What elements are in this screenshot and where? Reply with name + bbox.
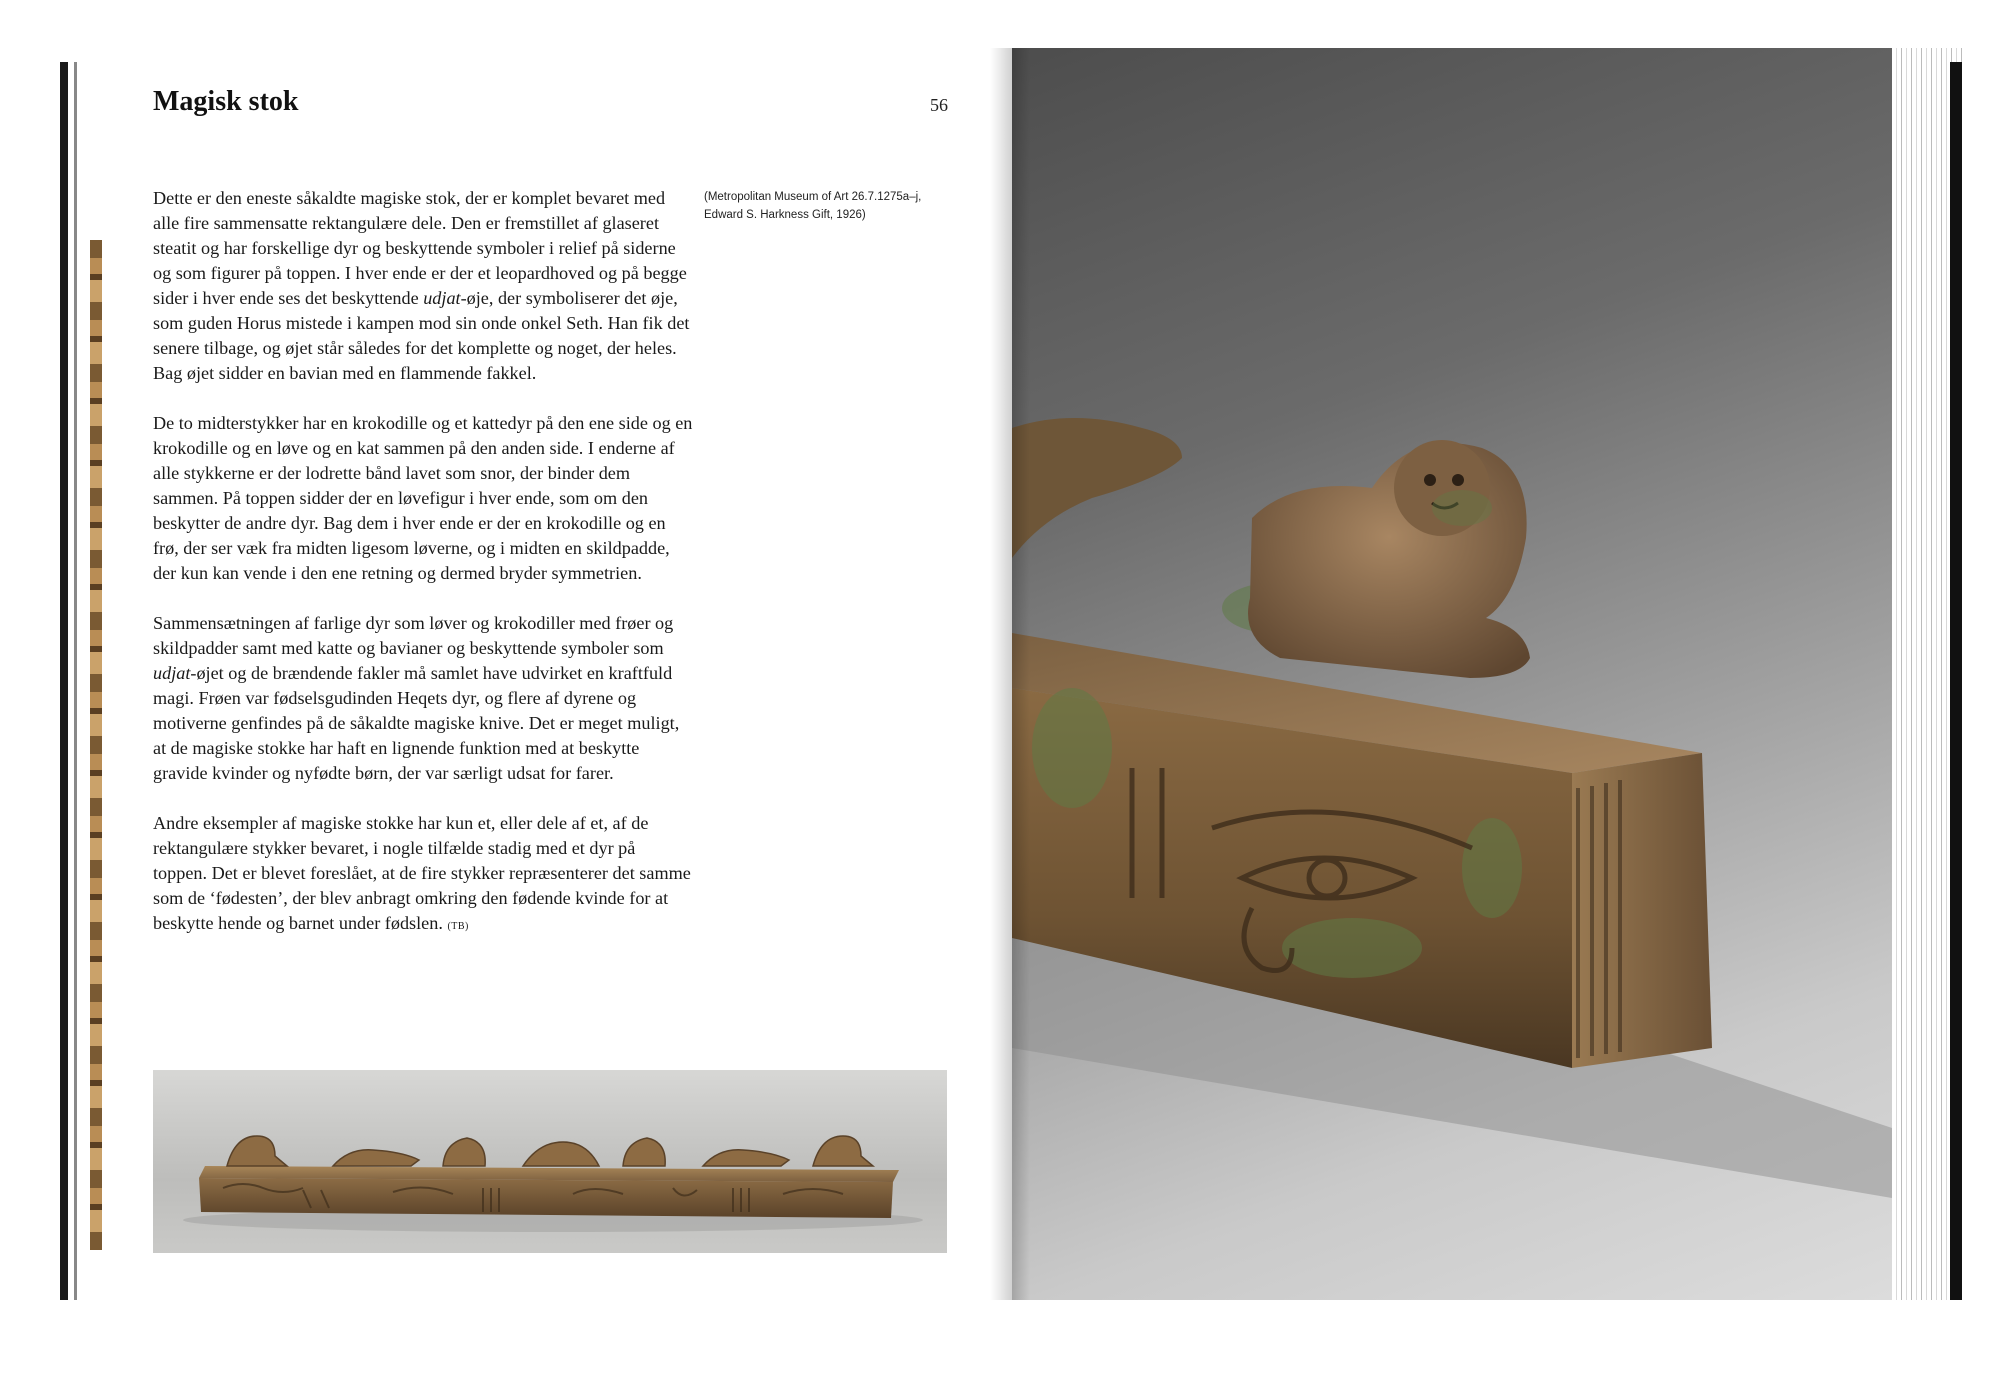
page-number: 56 [930,95,948,115]
body-text [153,186,693,939]
magic-rod-illustration [153,1070,947,1253]
author-credit: (TB) [447,921,469,932]
magic-rod-detail-photo [1012,48,1892,1300]
page-title: Magisk stok [153,86,299,117]
left-page-edge [60,62,68,1300]
lion-figure-illustration [1012,48,1892,1300]
magic-rod-full-photo [153,1070,947,1253]
left-page-stack-strip [90,240,102,1250]
image-caption: (Metropolitan Museum of Art 26.7.1275a–j, Edward S. Harkness Gift, 1926) [704,191,922,221]
paragraph-2: De to midterstykker har en krokodille og et kattedyr på den ene side og en krokodille og en løve og en kat sammen på den anden side. I enderne af alle stykkerne er der lodrette bånd lavet som snor, der binder dem sammen. På toppen sidder der en løvefigur i hver ende, som om den beskytter de andre dyr. Bag dem i hver ende er der en krokodille og en frø, der ser væk fra midten ligesom løverne, og i midten en skildpadde, der kun kan vende i den ene retning og dermed bryder symmetrien. [153,413,693,583]
gutter-shadow [990,48,1030,1300]
paragraph-3: Sammensætningen af farlige dyr som løver og krokodiller med frøer og skildpadder samt med katte og bavianer og beskyttende symboler som udjat-øjet og de brændende fakler må samlet have udvirket en kraftfuld magi. Frøen var fødselsgudinden Heqets dyr, og flere af dyrene og motiverne genfindes på de såkaldte magiske knive. Det er meget muligt, at de magiske stokke har haft en lignende funktion med at beskytte gravide kvinder og nyfødte børn, der var særligt udsat for farer. [153,613,680,783]
paragraph-1: Dette er den eneste såkaldte magiske stok, der er komplet bevaret med alle fire sammensatte rektangulære dele. Den er fremstillet af glaseret steatit og har forskellige dyr og beskyttende symboler i relief på siderne og som figurer på toppen. I hver ende er der et leopardhoved og på begge sider i hver ende ses det beskyttende udjat-øje, der symboliserer det øje, som guden Horus mistede i kampen mod sin onde onkel Seth. Han fik det senere tilbage, og øjet står således for det komplette og noget, der heles. Bag øjet sidder en bavian med en flammende fakkel. [153,188,690,383]
right-cover-edge [1950,62,1962,1300]
left-page-edge-line [74,62,77,1300]
paragraph-4: Andre eksempler af magiske stokke har kun et, eller dele af et, af de rektangulære stykker bevaret, i nogle tilfælde stadig med et dyr på toppen. Det er blevet foreslået, at de fire stykker repræsenterer det samme som de ‘fødesten’, der blev anbragt omkring den fødende kvinde for at beskytte hende og barnet under fødslen. (TB) [153,813,691,933]
